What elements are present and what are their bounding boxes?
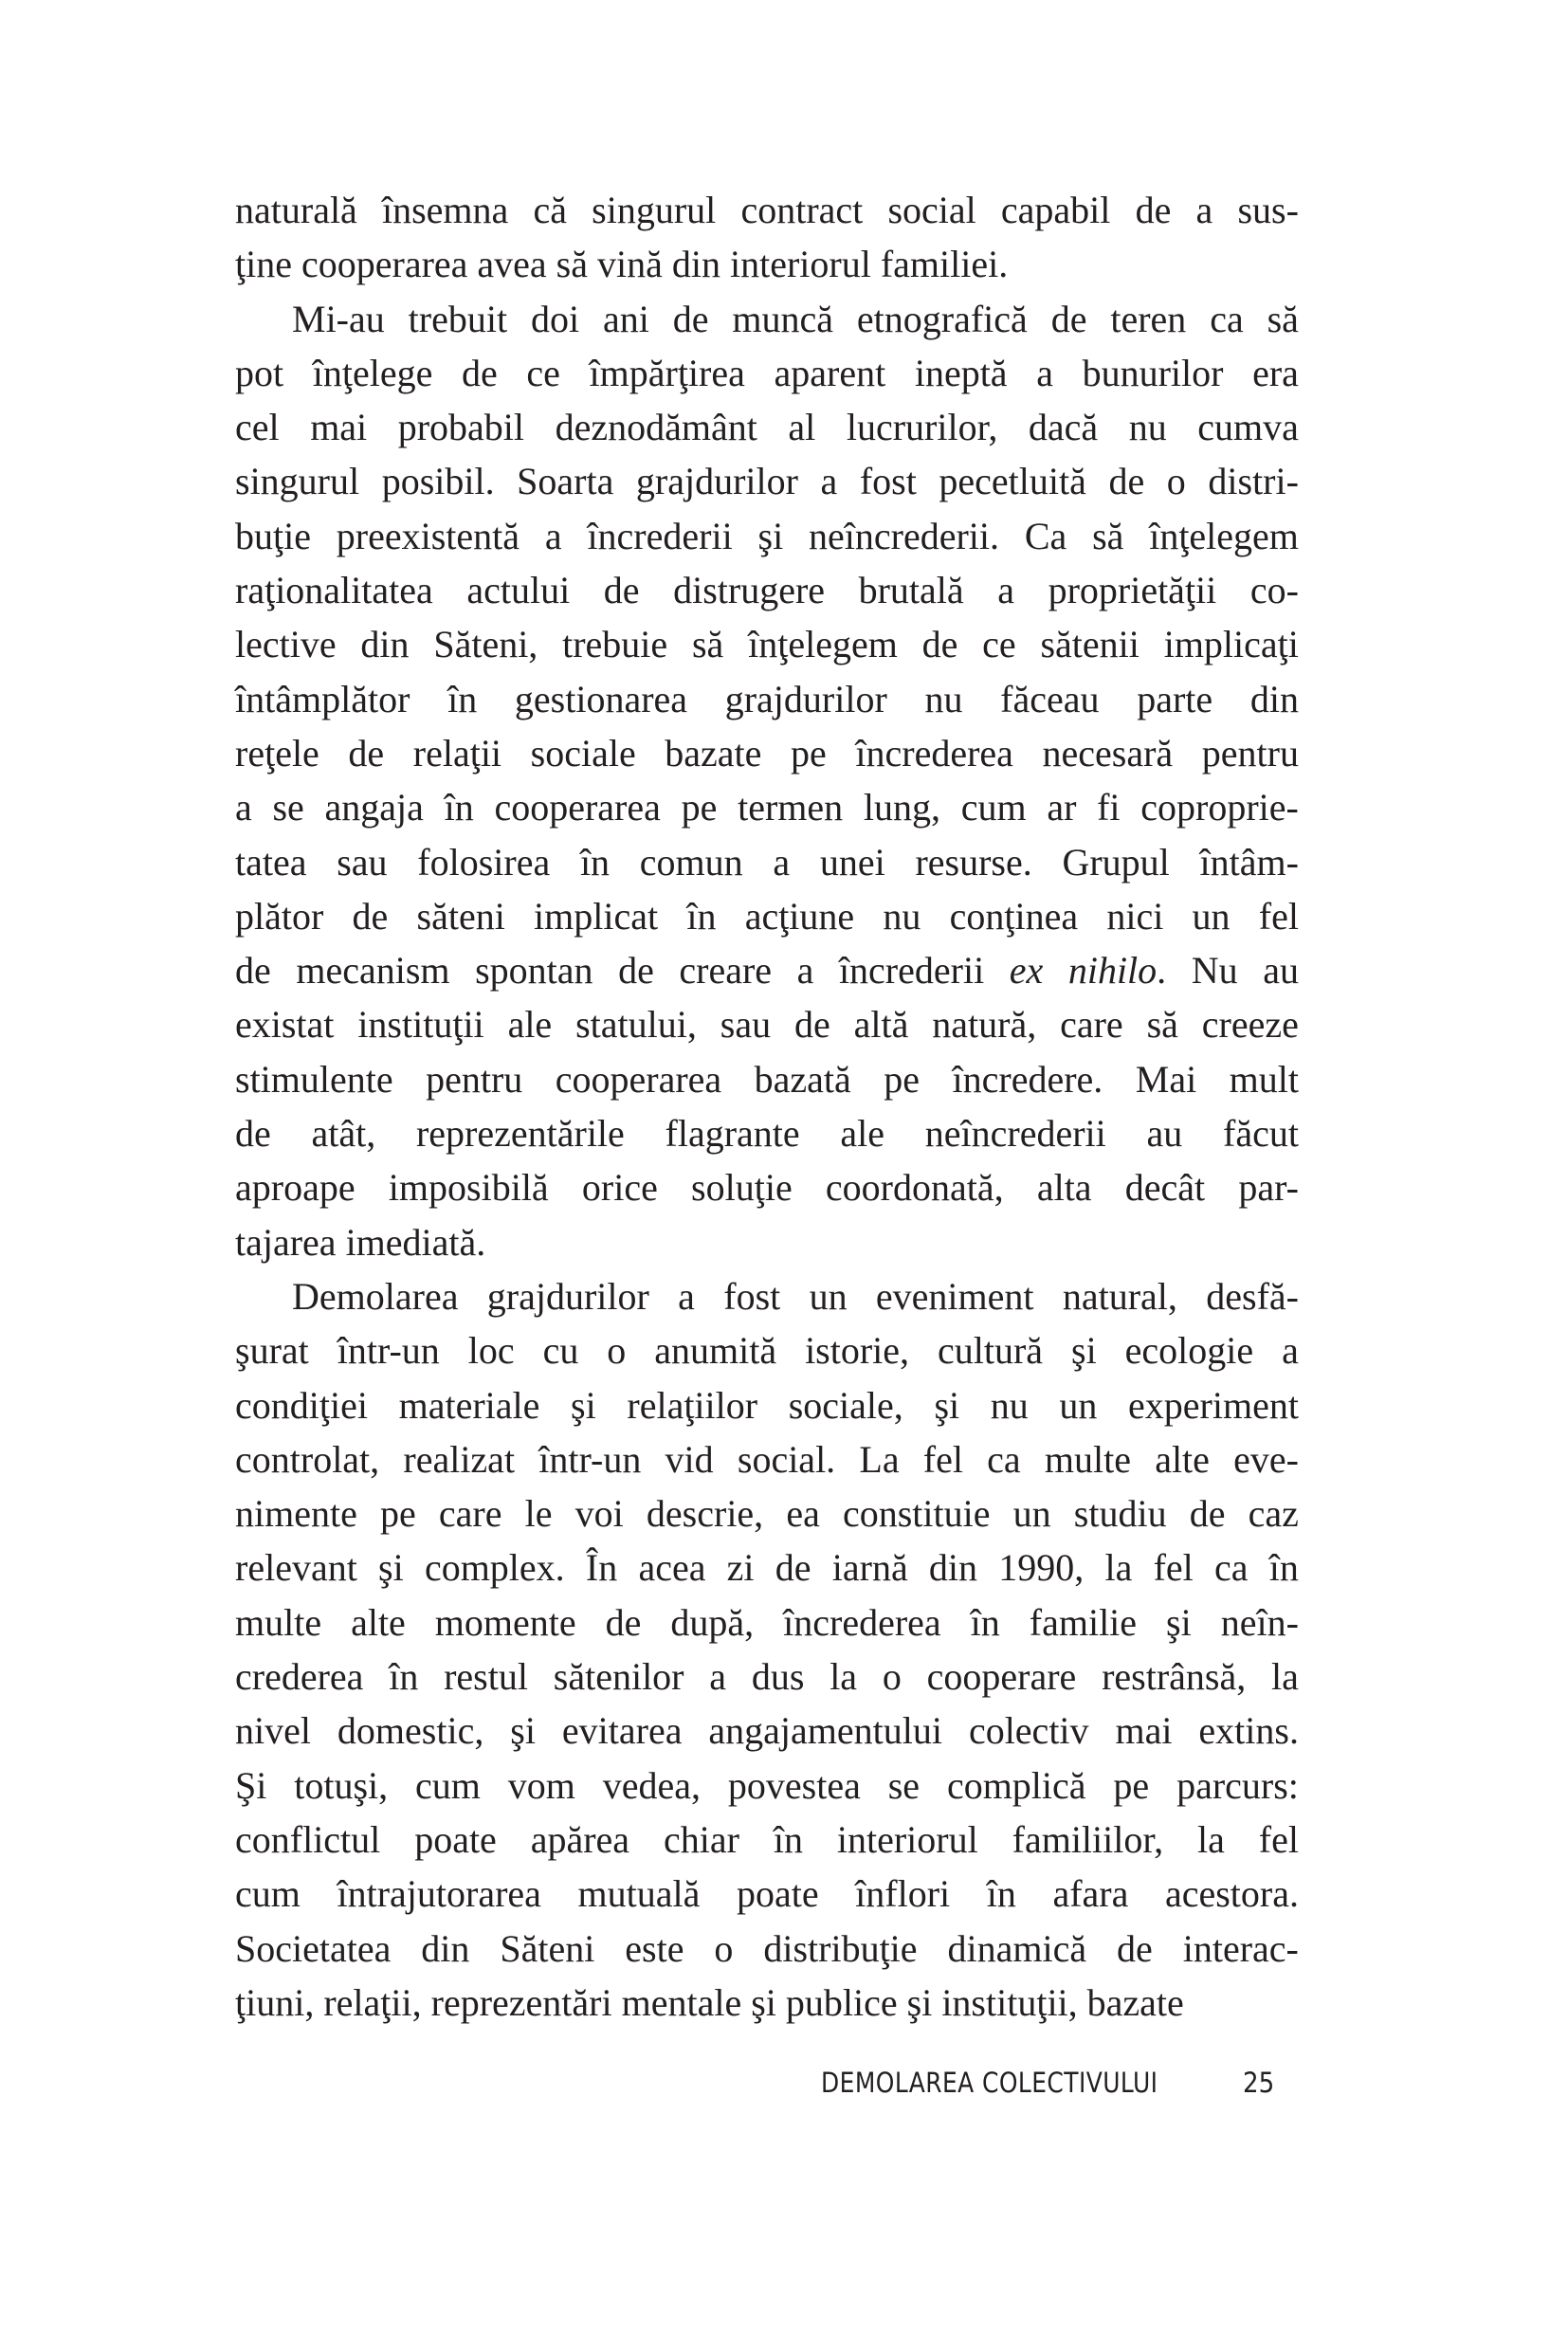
text-line: întâmplător în gestionarea grajdurilor nu făceau parte din: [235, 677, 1299, 720]
text-line: stimulente pentru cooperarea bazată pe încredere. Mai mult: [235, 1057, 1299, 1101]
paragraph: [235, 183, 1299, 292]
text-line: ţiuni, relaţii, reprezentări mentale şi publice şi instituţii, bazate: [235, 1980, 1184, 2024]
text-line: multe alte momente de după, încrederea în familie şi neîn-: [235, 1600, 1299, 1644]
text-line: cum întrajutorarea mutuală poate înflori în afara acestora.: [235, 1872, 1299, 1916]
text-line: aproape imposibilă orice soluţie coordonată, alta decât par-: [235, 1166, 1299, 1210]
text-line: pot înţelege de ce împărţirea aparent ineptă a bunurilor era: [235, 351, 1299, 394]
text-line: şurat într-un loc cu o anumită istorie, cultură şi ecologie a: [235, 1329, 1299, 1373]
text-line: tajarea imediată.: [235, 1220, 486, 1264]
text-line: raţionalitatea actului de distrugere brutală a proprietăţii co-: [235, 569, 1299, 612]
text-line: lective din Săteni, trebuie să înţelegem de ce sătenii implicaţi: [235, 623, 1299, 666]
text-line: controlat, realizat într-un vid social. La fel ca multe alte eve-: [235, 1437, 1299, 1481]
text-line: ţine cooperarea avea să vină din interiorul familiei.: [235, 243, 1009, 286]
text-line: Mi-au trebuit doi ani de muncă etnografică de teren ca să: [292, 297, 1299, 340]
running-title: DEMOLAREA COLECTIVULUI: [821, 2067, 1158, 2099]
text-line: Societatea din Săteni este o distribuţie dinamică de interac-: [235, 1926, 1299, 1970]
text-line: de atât, reprezentările flagrante ale neîncrederii au făcut: [235, 1112, 1299, 1156]
text-line: crederea în restul sătenilor a dus la o cooperare restrânsă, la: [235, 1655, 1299, 1699]
text-line: tatea sau folosirea în comun a unei resurse. Grupul întâm-: [235, 840, 1299, 884]
text-line: reţele de relaţii sociale bazate pe încrederea necesară pentru: [235, 731, 1299, 775]
paragraph: [235, 1269, 1299, 2030]
text-line: nivel domestic, şi evitarea angajamentului colectiv mai extins.: [235, 1709, 1299, 1753]
text-line: de mecanism spontan de creare a încrederii ex nihilo. Nu au: [235, 949, 1299, 993]
text-line: plător de săteni implicat în acţiune nu conţinea nici un fel: [235, 894, 1299, 938]
text-line: Şi totuşi, cum vom vedea, povestea se complică pe parcurs:: [235, 1763, 1299, 1807]
text-line: relevant şi complex. În acea zi de iarnă din 1990, la fel ca în: [235, 1546, 1299, 1590]
text-line: condiţiei materiale şi relaţiilor sociale, şi nu un experiment: [235, 1383, 1299, 1427]
paragraph: [235, 292, 1299, 1269]
body-text: [235, 183, 1299, 2030]
text-line: Demolarea grajdurilor a fost un eveniment natural, desfă-: [292, 1274, 1299, 1318]
text-line: a se angaja în cooperarea pe termen lung, cum ar fi coproprie-: [235, 786, 1299, 829]
page-number: 25: [1243, 2067, 1275, 2099]
text-line: cel mai probabil deznodământ al lucrurilor, dacă nu cumva: [235, 406, 1299, 449]
text-line: buţie preexistentă a încrederii şi neîncrederii. Ca să înţelegem: [235, 514, 1299, 557]
text-line: existat instituţii ale statului, sau de altă natură, care să creeze: [235, 1003, 1299, 1047]
text-line: singurul posibil. Soarta grajdurilor a fost pecetluită de o distri-: [235, 460, 1299, 503]
text-line: naturală însemna că singurul contract social capabil de a sus-: [235, 189, 1299, 231]
text-line: conflictul poate apărea chiar în interiorul familiilor, la fel: [235, 1817, 1299, 1861]
text-line: nimente pe care le voi descrie, ea constituie un studiu de caz: [235, 1492, 1299, 1536]
